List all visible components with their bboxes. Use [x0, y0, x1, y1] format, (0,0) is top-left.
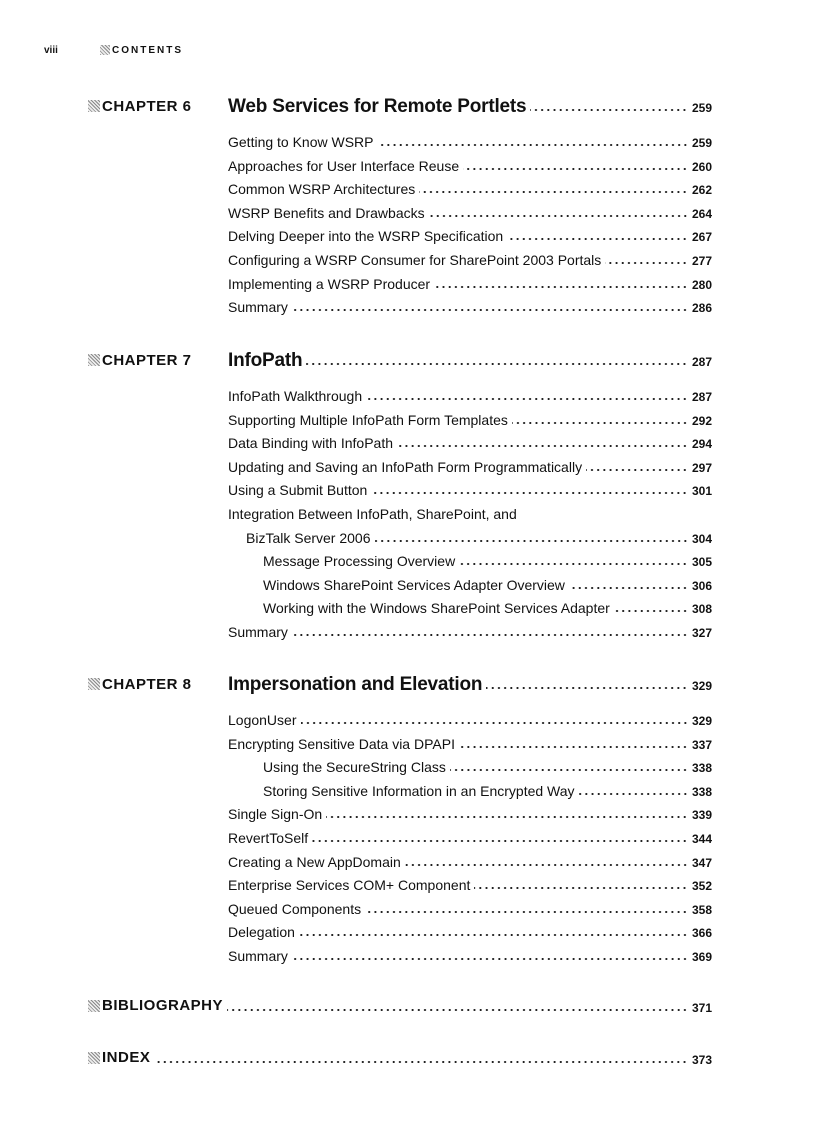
dot-leader — [312, 839, 688, 843]
toc-entry[interactable] — [228, 482, 712, 506]
chapter-mark-icon — [88, 678, 100, 690]
dot-leader — [405, 863, 688, 867]
bibliography-entry[interactable] — [88, 997, 712, 1021]
toc-entry[interactable] — [228, 901, 712, 925]
toc-subentry[interactable] — [228, 600, 712, 624]
entry-page: 327 — [691, 625, 712, 640]
chapter-page: 287 — [691, 355, 712, 369]
dot-leader — [301, 721, 688, 725]
chapter-mark-icon — [88, 100, 100, 112]
entry-title: Delegation — [228, 924, 295, 941]
entry-page: 287 — [691, 390, 712, 404]
chapter-heading[interactable] — [88, 350, 712, 378]
toc-entry[interactable] — [228, 412, 712, 436]
dot-leader — [299, 933, 688, 937]
entry-page: 301 — [691, 484, 712, 499]
dot-leader — [154, 1060, 688, 1064]
toc-entry[interactable] — [228, 134, 712, 158]
dot-leader — [586, 468, 688, 472]
dot-leader — [227, 1008, 688, 1012]
entry-title: Using the SecureString Class — [263, 759, 446, 776]
toc-subentry[interactable] — [228, 783, 712, 807]
entry-title: Windows SharePoint Services Adapter Overview — [263, 576, 565, 593]
chapter-label — [88, 352, 228, 369]
entry-title: LogonUser — [228, 712, 297, 728]
dot-leader — [371, 491, 688, 495]
entry-title: Storing Sensitive Information in an Encrypted Way — [263, 782, 575, 799]
dot-leader — [292, 633, 688, 637]
toc-entry[interactable] — [228, 924, 712, 948]
entry-page: 292 — [691, 413, 712, 428]
toc-entry[interactable] — [228, 830, 712, 854]
toc-entry[interactable] — [228, 181, 712, 205]
toc-entry[interactable] — [228, 736, 712, 760]
back-matter-title-text: INDEX — [102, 1049, 151, 1066]
toc-subentry[interactable] — [228, 577, 712, 601]
chapter-title: InfoPath — [228, 350, 303, 371]
toc-entry[interactable] — [228, 228, 712, 252]
toc-entry[interactable] — [228, 506, 712, 530]
entry-page: 286 — [691, 301, 712, 316]
entry-title: Approaches for User Interface Reuse — [228, 157, 460, 174]
entry-title: Common WSRP Architectures — [228, 181, 416, 198]
chapter-mark-icon — [88, 1000, 100, 1012]
chapter-heading[interactable] — [88, 674, 712, 702]
chapter-label-text: CHAPTER 6 — [102, 97, 192, 115]
toc-subentry[interactable] — [228, 759, 712, 783]
chapter-label — [88, 98, 228, 115]
entry-page: 306 — [691, 578, 712, 593]
chapter-label-text: CHAPTER 8 — [102, 675, 192, 693]
entry-page: 267 — [691, 230, 712, 245]
entry-title: RevertToSelf — [228, 829, 309, 846]
chapter-mark-icon — [88, 354, 100, 366]
toc-entry[interactable] — [228, 854, 712, 878]
entry-title: Implementing a WSRP Producer — [228, 275, 431, 292]
dot-leader — [292, 308, 688, 312]
toc-entry[interactable] — [228, 299, 712, 323]
dot-leader — [397, 444, 688, 448]
back-matter-title-text: BIBLIOGRAPHY — [102, 997, 224, 1014]
dot-leader — [378, 143, 688, 147]
toc-entry[interactable] — [228, 435, 712, 459]
chapter-label-text: CHAPTER 7 — [102, 351, 192, 369]
toc-entry[interactable] — [228, 948, 712, 972]
entry-title: Summary — [228, 623, 288, 640]
chapter-label — [88, 676, 228, 693]
toc-entries — [228, 712, 712, 972]
dot-leader — [326, 815, 688, 819]
entry-title: Summary — [228, 947, 288, 964]
entry-title: Encrypting Sensitive Data via DPAPI — [228, 735, 455, 752]
dot-leader — [450, 768, 688, 772]
dot-leader — [419, 190, 688, 194]
dot-leader — [292, 957, 688, 961]
entry-title: Creating a New AppDomain — [228, 853, 401, 870]
dot-leader — [429, 214, 688, 218]
dot-leader — [375, 539, 688, 543]
toc-entry[interactable] — [228, 712, 712, 736]
toc-subentry[interactable] — [228, 553, 712, 577]
entry-page: 294 — [691, 437, 712, 452]
entry-page: 308 — [691, 602, 712, 617]
entry-title: Supporting Multiple InfoPath Form Templates — [228, 411, 508, 428]
entry-title: Updating and Saving an InfoPath Form Programmatically — [228, 458, 583, 475]
entry-page: 347 — [691, 855, 712, 870]
chapter-page: 259 — [691, 101, 712, 115]
entry-page: 264 — [691, 206, 712, 221]
entry-title: Queued Components — [228, 900, 362, 917]
entry-page: 369 — [691, 949, 712, 964]
toc-entries — [228, 134, 712, 323]
entry-page: 339 — [691, 808, 712, 823]
entry-page: 262 — [691, 183, 712, 198]
toc-entry[interactable] — [228, 276, 712, 300]
toc-entries — [228, 388, 712, 648]
chapter-7 — [88, 350, 712, 648]
section-mark-icon — [100, 45, 110, 55]
entry-page: 277 — [691, 253, 712, 268]
toc-entry[interactable] — [228, 388, 712, 412]
index-entry[interactable] — [88, 1049, 712, 1073]
dot-leader — [569, 586, 688, 590]
dot-leader — [614, 609, 688, 613]
entry-page: 338 — [691, 761, 712, 776]
entry-title: Working with the Windows SharePoint Services Adapter — [263, 600, 610, 617]
page-header — [44, 43, 183, 57]
toc-entry[interactable] — [228, 158, 712, 182]
toc-entry[interactable] — [228, 806, 712, 830]
chapter-title: Impersonation and Elevation — [228, 674, 483, 695]
entry-title: BizTalk Server 2006 — [246, 529, 371, 546]
entry-title: Enterprise Services COM+ Component — [228, 877, 471, 894]
toc-entry[interactable] — [228, 624, 712, 648]
toc-entry[interactable] — [228, 205, 712, 229]
entry-title: Getting to Know WSRP — [228, 134, 374, 150]
dot-leader — [365, 910, 688, 914]
running-title — [100, 45, 183, 56]
page-folio: viii — [44, 44, 58, 56]
chapter-page: 329 — [691, 679, 712, 693]
entry-title: Using a Submit Button — [228, 482, 368, 499]
entry-page: 358 — [691, 902, 712, 917]
dot-leader — [512, 421, 688, 425]
dot-leader — [474, 886, 688, 890]
dot-leader — [459, 745, 688, 749]
entry-title: Summary — [228, 299, 288, 316]
entry-page: 259 — [691, 136, 712, 150]
entry-title: Data Binding with InfoPath — [228, 435, 393, 452]
dot-leader — [530, 108, 688, 112]
entry-page: 329 — [691, 714, 712, 728]
chapter-title: Web Services for Remote Portlets — [228, 96, 527, 117]
entry-title: InfoPath Walkthrough — [228, 388, 363, 404]
toc-entry[interactable] — [228, 877, 712, 901]
chapter-6 — [88, 96, 712, 323]
dot-leader — [605, 261, 688, 265]
entry-page: 297 — [691, 460, 712, 475]
chapter-mark-icon — [88, 1052, 100, 1064]
entry-page: 338 — [691, 784, 712, 799]
bibliography-page: 371 — [691, 1000, 712, 1015]
entry-page: 337 — [691, 737, 712, 752]
toc-entry[interactable] — [228, 252, 712, 276]
dot-leader — [463, 167, 688, 171]
toc-entry-continued[interactable] — [228, 530, 712, 554]
entry-page: 280 — [691, 277, 712, 292]
dot-leader — [579, 792, 688, 796]
chapter-heading[interactable] — [88, 96, 712, 124]
index-title — [88, 1049, 150, 1066]
dot-leader — [486, 686, 688, 690]
entry-page: 352 — [691, 879, 712, 894]
entry-title: Single Sign-On — [228, 806, 323, 823]
dot-leader — [459, 562, 688, 566]
running-title-text: CONTENTS — [112, 44, 183, 56]
index-page: 373 — [691, 1052, 712, 1067]
entry-page: 304 — [691, 531, 712, 546]
chapter-8 — [88, 674, 712, 972]
dot-leader — [306, 362, 688, 366]
entry-title: Delving Deeper into the WSRP Specification — [228, 228, 504, 245]
entry-title: Message Processing Overview — [263, 553, 456, 570]
bibliography-title — [88, 997, 223, 1014]
entry-title: Configuring a WSRP Consumer for SharePoint 2003 Portals — [228, 251, 602, 268]
entry-title: Integration Between InfoPath, SharePoint, and — [228, 505, 517, 522]
entry-page: 366 — [691, 926, 712, 941]
entry-page: 305 — [691, 555, 712, 570]
dot-leader — [507, 237, 688, 241]
dot-leader — [434, 285, 688, 289]
entry-title: WSRP Benefits and Drawbacks — [228, 204, 425, 221]
toc-entry[interactable] — [228, 459, 712, 483]
entry-page: 260 — [691, 159, 712, 174]
entry-page: 344 — [691, 831, 712, 846]
dot-leader — [366, 397, 688, 401]
